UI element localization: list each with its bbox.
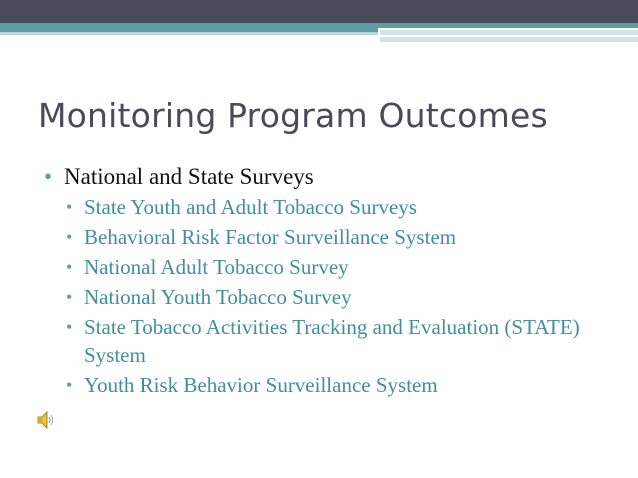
list-item-text: State Youth and Adult Tobacco Surveys [84,195,417,219]
speaker-icon[interactable] [36,409,56,431]
bullet-dot-icon: • [66,227,73,247]
list-item-text: State Tobacco Activities Tracking and Evaluation (STATE) System [84,315,580,367]
list-item [44,283,624,311]
bullet-content [44,162,624,401]
bullet-dot-icon: • [66,257,73,277]
sub-bullet-list [44,193,624,399]
list-item [44,253,624,281]
bullet-dot-icon: • [66,287,73,307]
header-banner-dark [0,0,638,23]
list-item [44,313,624,369]
list-item-text: Behavioral Risk Factor Surveillance System [84,225,457,249]
list-item-text: National Adult Tobacco Survey [84,255,349,279]
bullet-dot-icon: • [44,164,53,189]
header-banner-notch-line [380,35,638,37]
main-bullet-text: National and State Surveys [64,164,314,189]
bullet-dot-icon: • [66,197,73,217]
header-banner-light [0,32,380,35]
list-item [44,223,624,251]
bullet-dot-icon: • [66,375,73,395]
bullet-dot-icon: • [66,317,73,337]
list-item-text: National Youth Tobacco Survey [84,285,352,309]
list-item [44,193,624,221]
slide-title: Monitoring Program Outcomes [38,96,548,135]
main-bullet [44,162,624,191]
list-item [44,371,624,399]
list-item-text: Youth Risk Behavior Surveillance System [84,373,438,397]
